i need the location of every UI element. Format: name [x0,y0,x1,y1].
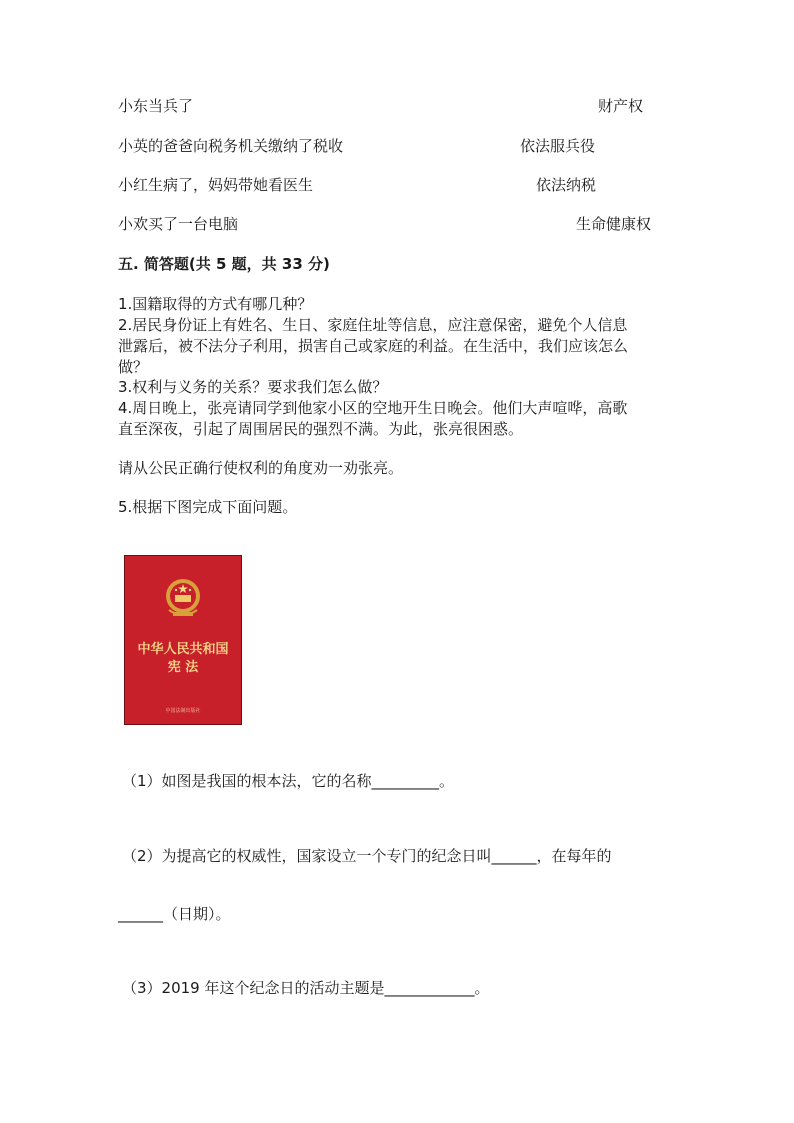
question-2-line-2: 泄露后，被不法分子利用，损害自己或家庭的利益。在生活中，我们应该怎么 [118,337,629,355]
question-4-prompt: 请从公民正确行使权利的角度劝一劝张亮。 [118,459,404,477]
match-right-4: 生命健康权 [576,215,652,233]
subquestion-2-line-1: （2）为提高它的权威性，国家设立一个专门的纪念日叫______，在每年的 [122,847,612,865]
subquestion-1: （1）如图是我国的根本法，它的名称_________。 [122,772,455,790]
match-left-3: 小红生病了，妈妈带她看医生 [118,176,314,194]
match-right-1: 财产权 [598,97,644,115]
question-3: 3.权利与义务的关系？要求我们怎么做？ [118,378,388,396]
subquestion-3: （3）2019 年这个纪念日的活动主题是____________。 [122,979,490,997]
book-title-line-2: 宪 法 [167,660,199,675]
question-4-line-1: 4.周日晚上，张亮请同学到他家小区的空地开生日晚会。他们大声喧哗，高歌 [118,399,628,417]
section-title: 五. 简答题(共 5 题，共 33 分) [118,255,330,273]
match-left-1: 小东当兵了 [118,97,194,115]
national-emblem-icon [163,576,203,620]
subquestion-2-line-2: ______（日期）。 [118,905,231,923]
match-right-3: 依法纳税 [536,176,597,194]
book-title [125,641,241,677]
question-5: 5.根据下图完成下面问题。 [118,498,298,516]
constitution-book-image [124,555,242,725]
question-4-line-2: 直至深夜，引起了周围居民的强烈不满。为此，张亮很困惑。 [118,420,524,438]
match-right-2: 依法服兵役 [520,137,596,155]
book-title-line-1: 中华人民共和国 [137,642,229,657]
question-1: 1.国籍取得的方式有哪几种？ [118,295,313,313]
question-2-line-3: 做？ [118,358,149,376]
book-publisher: 中国法制出版社 [165,708,201,714]
question-2-line-1: 2.居民身份证上有姓名、生日、家庭住址等信息，应注意保密，避免个人信息 [118,316,628,334]
match-left-2: 小英的爸爸向税务机关缴纳了税收 [118,137,344,155]
match-left-4: 小欢买了一台电脑 [118,215,239,233]
